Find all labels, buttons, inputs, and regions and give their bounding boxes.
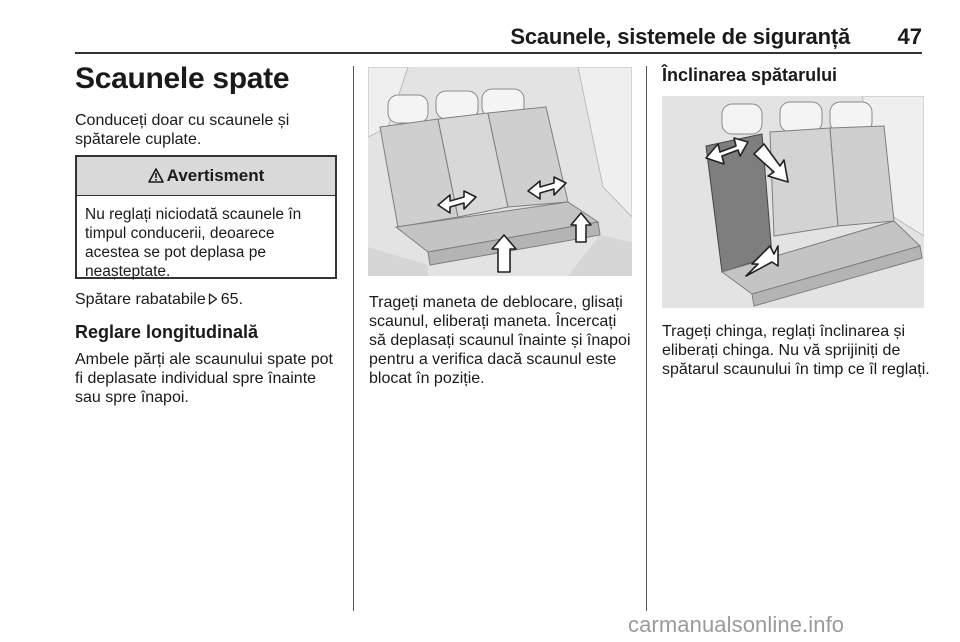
warning-title: Avertisment <box>166 166 265 185</box>
section-heading: Scaunele spate <box>75 62 290 95</box>
backrest-recline-drawing <box>662 96 924 308</box>
recline-heading: Înclinarea spătarului <box>662 65 838 85</box>
backrest-recline-illustration <box>662 96 924 308</box>
warning-triangle-icon <box>148 168 164 183</box>
column-divider-2 <box>646 66 647 611</box>
header-rule <box>75 52 922 54</box>
page-ref-arrow-icon <box>208 293 218 305</box>
rear-seat-slide-illustration <box>368 67 632 276</box>
warning-header <box>77 157 335 196</box>
watermark: carmanualsonline.info <box>628 612 845 637</box>
rear-seat-slide-drawing <box>368 67 632 276</box>
body-paragraph: Ambele părți ale scaunului spate pot fi deplasate individual spre înainte sau spre înapoi. <box>75 351 333 406</box>
warning-box <box>75 155 337 279</box>
page-number: 47 <box>897 24 922 49</box>
column-divider-1 <box>353 66 354 611</box>
recline-caption: Trageți chinga, reglați înclinarea și eliberați chinga. Nu vă sprijiniți de spătarul scaunului în timp ce îl reglați. <box>662 323 930 378</box>
warning-text: Nu reglați niciodată scaunele în timpul conducerii, deoarece acestea se pot deplasa pe neașteptate. <box>85 206 302 280</box>
intro-paragraph: Conduceți doar cu scaunele și spătarele cuplate. <box>75 112 290 148</box>
cross-reference[interactable]: Spătare rabatabile 65. <box>75 291 244 308</box>
running-header-title: Scaunele, sistemele de siguranță <box>510 24 850 49</box>
slide-caption: Trageți maneta de deblocare, glisați scaunul, eliberați maneta. Încercați să deplasați scaunul înainte și înapoi pentru a verifica dacă scaunul este blocat în poziție. <box>369 294 631 387</box>
subheading: Reglare longitudinală <box>75 322 259 342</box>
